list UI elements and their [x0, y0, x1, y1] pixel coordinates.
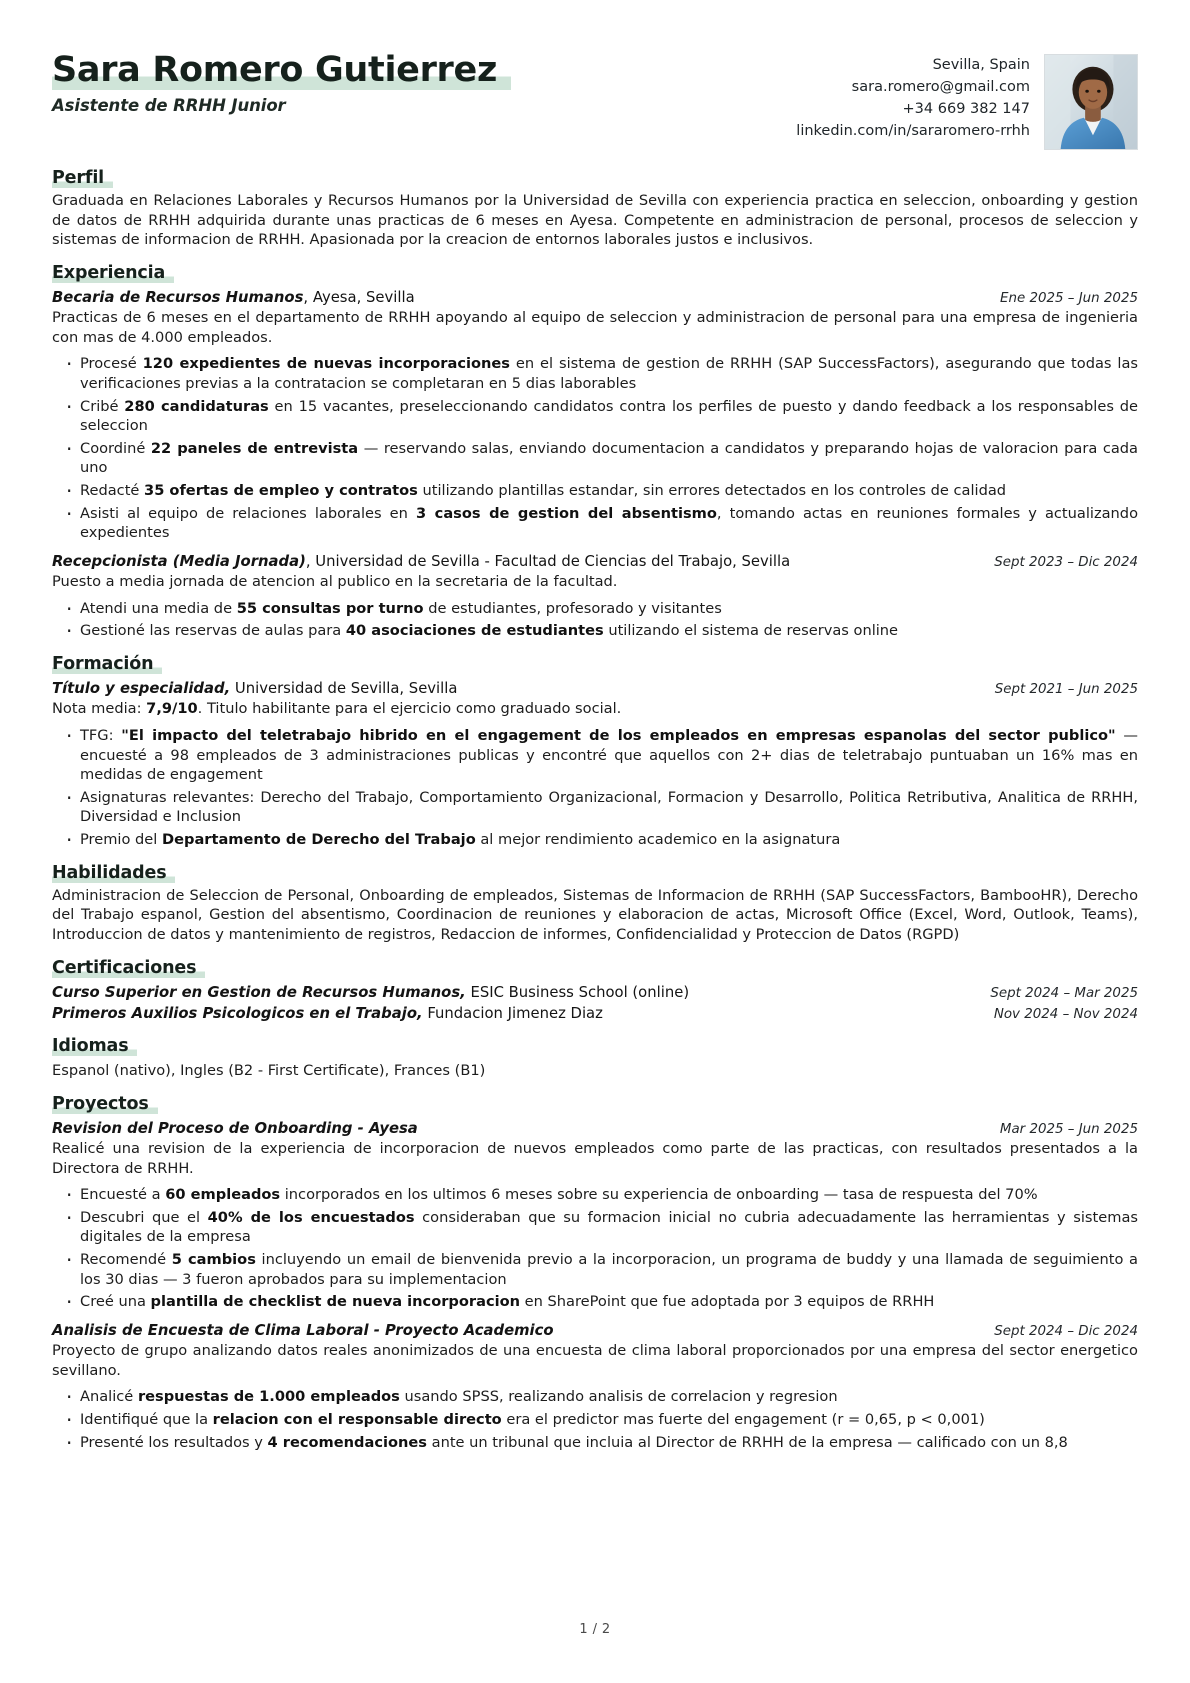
name-line: [52, 52, 511, 90]
bullet-item: · Gestioné las reservas de aulas para 40 asociaciones de estudiantes utilizando el sistema de reservas online: [52, 621, 1138, 641]
entry-bullet-list: [52, 1387, 1138, 1452]
entry-role: Título y especialidad,: [52, 680, 231, 698]
bullet-item: · Descubri que el 40% de los encuestados consideraban que su formacion inicial no cubria adecuadamente las herramientas y sistemas digitales de la empresa: [52, 1208, 1138, 1247]
certification-date: Sept 2024 – Mar 2025: [990, 985, 1138, 1001]
bullet-item: · Premio del Departamento de Derecho del Trabajo al mejor rendimiento academico en la asignatura: [52, 830, 1138, 850]
entry-date: Sept 2023 – Dic 2024: [994, 554, 1138, 570]
section-perfil: [52, 168, 1138, 250]
entry-date: Sept 2021 – Jun 2025: [994, 682, 1138, 698]
entry-organization: Universidad de Sevilla, Sevilla: [230, 680, 458, 698]
entry-header: [52, 1321, 1138, 1340]
resume-header: [52, 44, 1138, 150]
bullet-item: · Procesé 120 expedientes de nuevas incorporaciones en el sistema de gestion de RRHH (SAP SuccessFactors), asegurando que todas las verificaciones previas a la contratacion se completaran en 5 dias laborables: [52, 354, 1138, 393]
entry-summary: Puesto a media jornada de atencion al publico en la secretaria de la facultad.: [52, 573, 618, 591]
bullet-item: · Encuesté a 60 empleados incorporados en los ultimos 6 meses sobre su experiencia de onboarding — tasa de respuesta del 70%: [52, 1185, 1138, 1205]
entry-bullet-list: [52, 1185, 1138, 1312]
identity-block: [52, 44, 511, 115]
entry-bullet-list: [52, 354, 1138, 543]
contact-location: Sevilla, Spain: [932, 57, 1030, 73]
entry-bullet-list: [52, 599, 1138, 641]
section-experiencia: [52, 263, 1138, 641]
certification-title: [52, 983, 689, 1002]
resume-entry: [52, 1119, 1138, 1312]
idiomas-body: Espanol (nativo), Ingles (B2 - First Certificate), Frances (B1): [52, 1062, 486, 1080]
entry-organization: , Ayesa, Sevilla: [303, 288, 415, 306]
bullet-item: · Asignaturas relevantes: Derecho del Trabajo, Comportamiento Organizacional, Formacion y Desarrollo, Politica Retributiva, Analitica de RRHH, Diversidad e Inclusion: [52, 788, 1138, 827]
section-title-perfil: Perfil: [52, 168, 113, 188]
certificaciones-list: [52, 983, 1138, 1023]
section-formacion: [52, 654, 1138, 850]
entry-organization: , Universidad de Sevilla - Facultad de Ciencias del Trabajo, Sevilla: [305, 552, 791, 570]
section-habilidades: [52, 863, 1138, 945]
section-title-habilidades: Habilidades: [52, 863, 175, 883]
bullet-item: · Recomendé 5 cambios incluyendo un email de bienvenida previo a la incorporacion, un programa de buddy y una llamada de seguimiento a los 30 dias — 3 fueron aprobados para su implementacion: [52, 1250, 1138, 1289]
contact-email[interactable]: sara.romero@gmail.com: [851, 79, 1030, 96]
resume-entry: [52, 1321, 1138, 1452]
formacion-entries: [52, 679, 1138, 850]
entry-header: [52, 288, 1138, 307]
habilidades-body: Administracion de Seleccion de Personal, Onboarding de empleados, Sistemas de Informacion de RRHH (SAP SuccessFactors, BambooHR), Derecho del Trabajo espanol, Gestion del absentismo, Coordinacion de reuniones y elaboracion de actas, Microsoft Office (Excel, Word, Outlook, Teams), Introduccion de datos y mantenimiento de registros, Redaccion de informes, Confidencialidad y Proteccion de Datos (RGPD): [52, 886, 1138, 943]
profile-photo: [1044, 54, 1138, 150]
entry-title: [52, 1321, 554, 1340]
bullet-item: · Coordiné 22 paneles de entrevista — reservando salas, enviando documentacion a candidatos y preparando hojas de valoracion para cada uno: [52, 439, 1138, 478]
contact-block: [796, 44, 1138, 150]
bullet-item: · Atendi una media de 55 consultas por turno de estudiantes, profesorado y visitantes: [52, 599, 1138, 619]
bullet-item: · Asisti al equipo de relaciones laborales en 3 casos de gestion del absentismo, tomando actas en reuniones formales y actualizando expedientes: [52, 504, 1138, 543]
section-title-proyectos: Proyectos: [52, 1094, 158, 1114]
bullet-item: · Creé una plantilla de checklist de nueva incorporacion en SharePoint que fue adoptada por 3 equipos de RRHH: [52, 1292, 1138, 1312]
section-certificaciones: [52, 958, 1138, 1023]
contact-details: [796, 54, 1030, 142]
bullet-item: · Cribé 280 candidaturas en 15 vacantes, preseleccionando candidatos contra los perfiles de puesto y dando feedback a los responsables de seleccion: [52, 397, 1138, 436]
certification-name: Curso Superior en Gestion de Recursos Humanos,: [52, 983, 466, 1001]
certification-row: [52, 1004, 1138, 1023]
profile-photo-image: [1045, 55, 1137, 149]
section-title-certificaciones: Certificaciones: [52, 958, 205, 978]
entry-role: Becaria de Recursos Humanos: [52, 288, 304, 306]
certification-title: [52, 1004, 603, 1023]
entry-summary: Proyecto de grupo analizando datos reales anonimizados de una encuesta de clima laboral proporcionados por una empresa del sector energetico sevillano.: [52, 1342, 1138, 1379]
entry-title: [52, 1119, 418, 1138]
entry-header: [52, 1119, 1138, 1138]
section-title-idiomas: Idiomas: [52, 1036, 137, 1056]
resume-entry: [52, 288, 1138, 543]
entry-role: Analisis de Encuesta de Clima Laboral - Proyecto Academico: [52, 1321, 554, 1339]
section-idiomas: [52, 1036, 1138, 1081]
entry-bullet-list: [52, 726, 1138, 850]
section-title-formacion: Formación: [52, 654, 162, 674]
entry-role: Revision del Proceso de Onboarding - Ayesa: [52, 1119, 418, 1137]
proyectos-entries: [52, 1119, 1138, 1453]
certification-date: Nov 2024 – Nov 2024: [993, 1006, 1138, 1022]
resume-entry: [52, 552, 1138, 641]
certification-issuer: Fundacion Jimenez Diaz: [422, 1004, 603, 1022]
certification-name: Primeros Auxilios Psicologicos en el Trabajo,: [52, 1004, 423, 1022]
experiencia-entries: [52, 288, 1138, 641]
bullet-item: · Presenté los resultados y 4 recomendaciones ante un tribunal que incluia al Director de RRHH de la empresa — calificado con un 8,8: [52, 1433, 1138, 1453]
candidate-name: Sara Romero Gutierrez: [52, 50, 511, 90]
candidate-job-title: Asistente de RRHH Junior: [52, 95, 286, 115]
entry-date: Sept 2024 – Dic 2024: [994, 1323, 1138, 1339]
perfil-body: Graduada en Relaciones Laborales y Recursos Humanos por la Universidad de Sevilla con experiencia practica en seleccion, onboarding y gestion de datos de RRHH adquirida durante unas practicas de 6 meses en Ayesa. Competente en administracion de personal, procesos de seleccion y sistemas de informacion de RRHH. Apasionada por la creacion de entornos laborales justos e inclusivos.: [52, 192, 1138, 249]
bullet-item: · TFG: "El impacto del teletrabajo hibrido en el engagement de los empleados en empresas espanolas del sector publico" — encuesté a 98 empleados de 3 administraciones publicas y encontré que aquellos con 2+ dias de teletrabajo puntuaban un 16% mas en medidas de engagement: [52, 726, 1138, 785]
entry-title: [52, 552, 790, 571]
entry-date: Ene 2025 – Jun 2025: [1000, 290, 1138, 306]
bullet-item: · Identifiqué que la relacion con el responsable directo era el predictor mas fuerte del engagement (r = 0,65, p < 0,001): [52, 1410, 1138, 1430]
contact-phone[interactable]: +34 669 382 147: [902, 101, 1030, 118]
section-proyectos: [52, 1094, 1138, 1453]
entry-header: [52, 552, 1138, 571]
entry-role: Recepcionista (Media Jornada): [52, 552, 306, 570]
certification-issuer: ESIC Business School (online): [465, 983, 690, 1001]
entry-summary: Nota media: 7,9/10. Titulo habilitante para el ejercicio como graduado social.: [52, 700, 622, 718]
entry-summary: Realicé una revision de la experiencia de incorporacion de nuevos empleados como parte de las practicas, con resultados presentados a la Directora de RRHH.: [52, 1139, 1138, 1177]
page-indicator: 1 / 2: [579, 1622, 611, 1637]
entry-header: [52, 679, 1138, 698]
entry-title: [52, 679, 457, 698]
resume-entry: [52, 679, 1138, 850]
entry-title: [52, 288, 415, 307]
bullet-item: · Redacté 35 ofertas de empleo y contratos utilizando plantillas estandar, sin errores detectados en los controles de calidad: [52, 481, 1138, 501]
entry-summary: Practicas de 6 meses en el departamento de RRHH apoyando al equipo de seleccion y administracion de personal para una empresa de ingenieria con mas de 4.000 empleados.: [52, 309, 1138, 346]
certification-row: [52, 983, 1138, 1002]
contact-linkedin[interactable]: linkedin.com/in/sararomero-rrhh: [796, 123, 1030, 140]
entry-date: Mar 2025 – Jun 2025: [999, 1121, 1138, 1137]
bullet-item: · Analicé respuestas de 1.000 empleados usando SPSS, realizando analisis de correlacion y regresion: [52, 1387, 1138, 1407]
section-title-experiencia: Experiencia: [52, 263, 174, 283]
